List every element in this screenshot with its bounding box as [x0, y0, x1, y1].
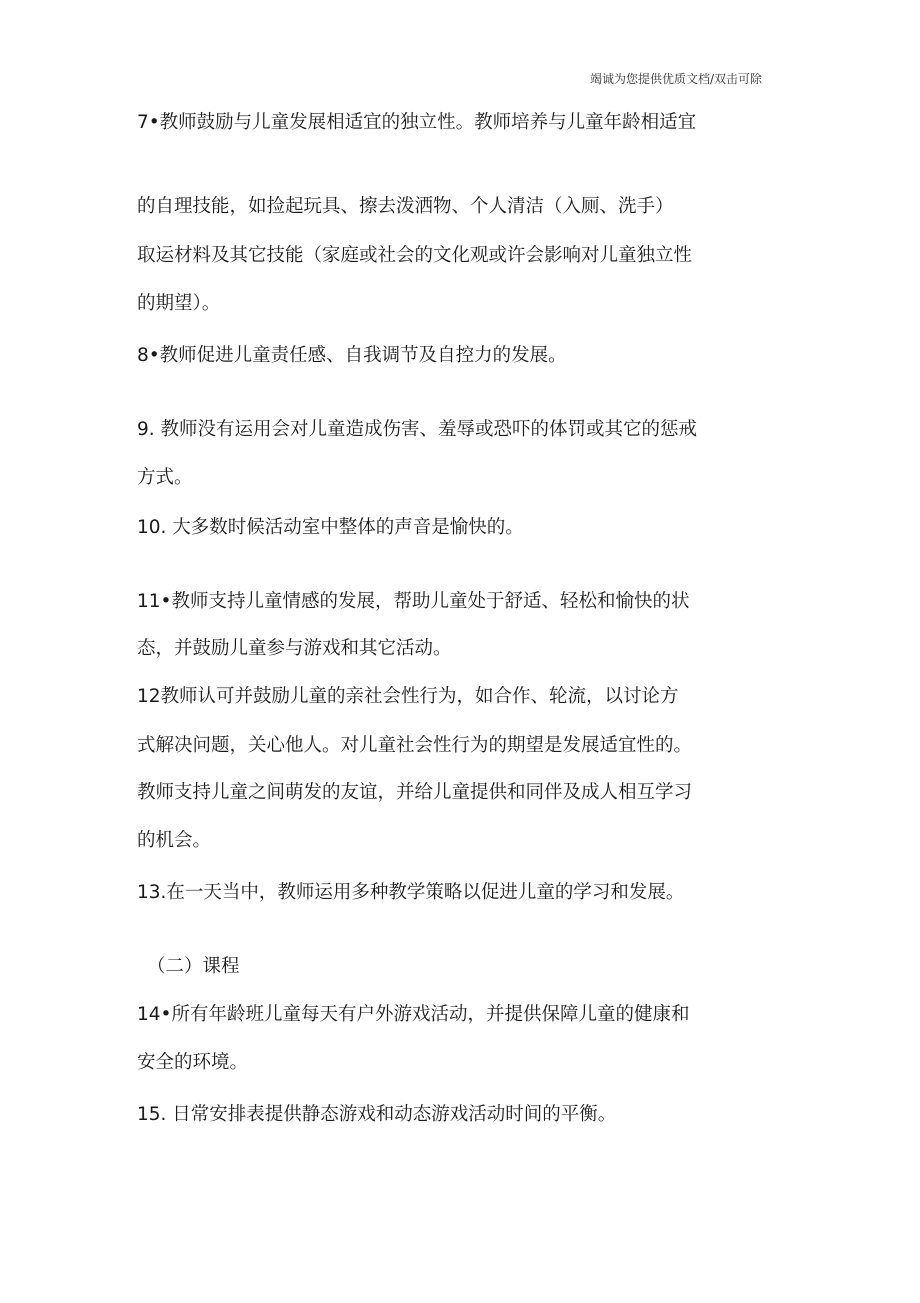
text-line: 方式。 — [137, 467, 193, 488]
section-heading: （二）课程 — [147, 956, 240, 977]
text-line: 的机会。 — [137, 830, 212, 851]
text-line: 11•教师支持儿童情感的发展，帮助儿童处于舒适、轻松和愉快的状 — [137, 591, 690, 612]
text-line: 式解决问题，关心他人。对儿童社会性行为的期望是发展适宜性的。 — [137, 735, 693, 756]
text-line: 安全的环境。 — [137, 1052, 249, 1073]
text-line: 7•教师鼓励与儿童发展相适宜的独立性。教师培养与儿童年龄相适宜 — [137, 112, 697, 133]
text-line: 10. 大多数时候活动室中整体的声音是愉快的。 — [137, 517, 524, 538]
text-line: 的自理技能，如捡起玩具、擦去泼洒物、个人清洁（入厕、洗手） — [137, 196, 674, 217]
text-line: 15. 日常安排表提供静态游戏和动态游戏活动时间的平衡。 — [137, 1104, 617, 1125]
text-line: 的期望）。 — [137, 293, 221, 314]
text-line: 14•所有年龄班儿童每天有户外游戏活动，并提供保障儿童的健康和 — [137, 1004, 690, 1025]
text-line: 12教师认可并鼓励儿童的亲社会性行为，如合作、轮流，以讨论方 — [137, 686, 679, 707]
text-line: 取运材料及其它技能（家庭或社会的文化观或许会影响对儿童独立性 — [137, 245, 693, 266]
text-line: 8•教师促进儿童责任感、自我调节及自控力的发展。 — [137, 345, 567, 366]
text-line: 13.在一天当中，教师运用多种教学策略以促进儿童的学习和发展。 — [137, 882, 685, 903]
text-line: 9. 教师没有运用会对儿童造成伤害、羞辱或恐吓的体罚或其它的惩戒 — [137, 419, 698, 440]
header-note: 竭诚为您提供优质文档/双击可除 — [589, 72, 762, 86]
text-line: 态，并鼓励儿童参与游戏和其它活动。 — [137, 638, 452, 659]
text-line: 教师支持儿童之间萌发的友谊，并给儿童提供和同伴及成人相互学习 — [137, 782, 693, 803]
